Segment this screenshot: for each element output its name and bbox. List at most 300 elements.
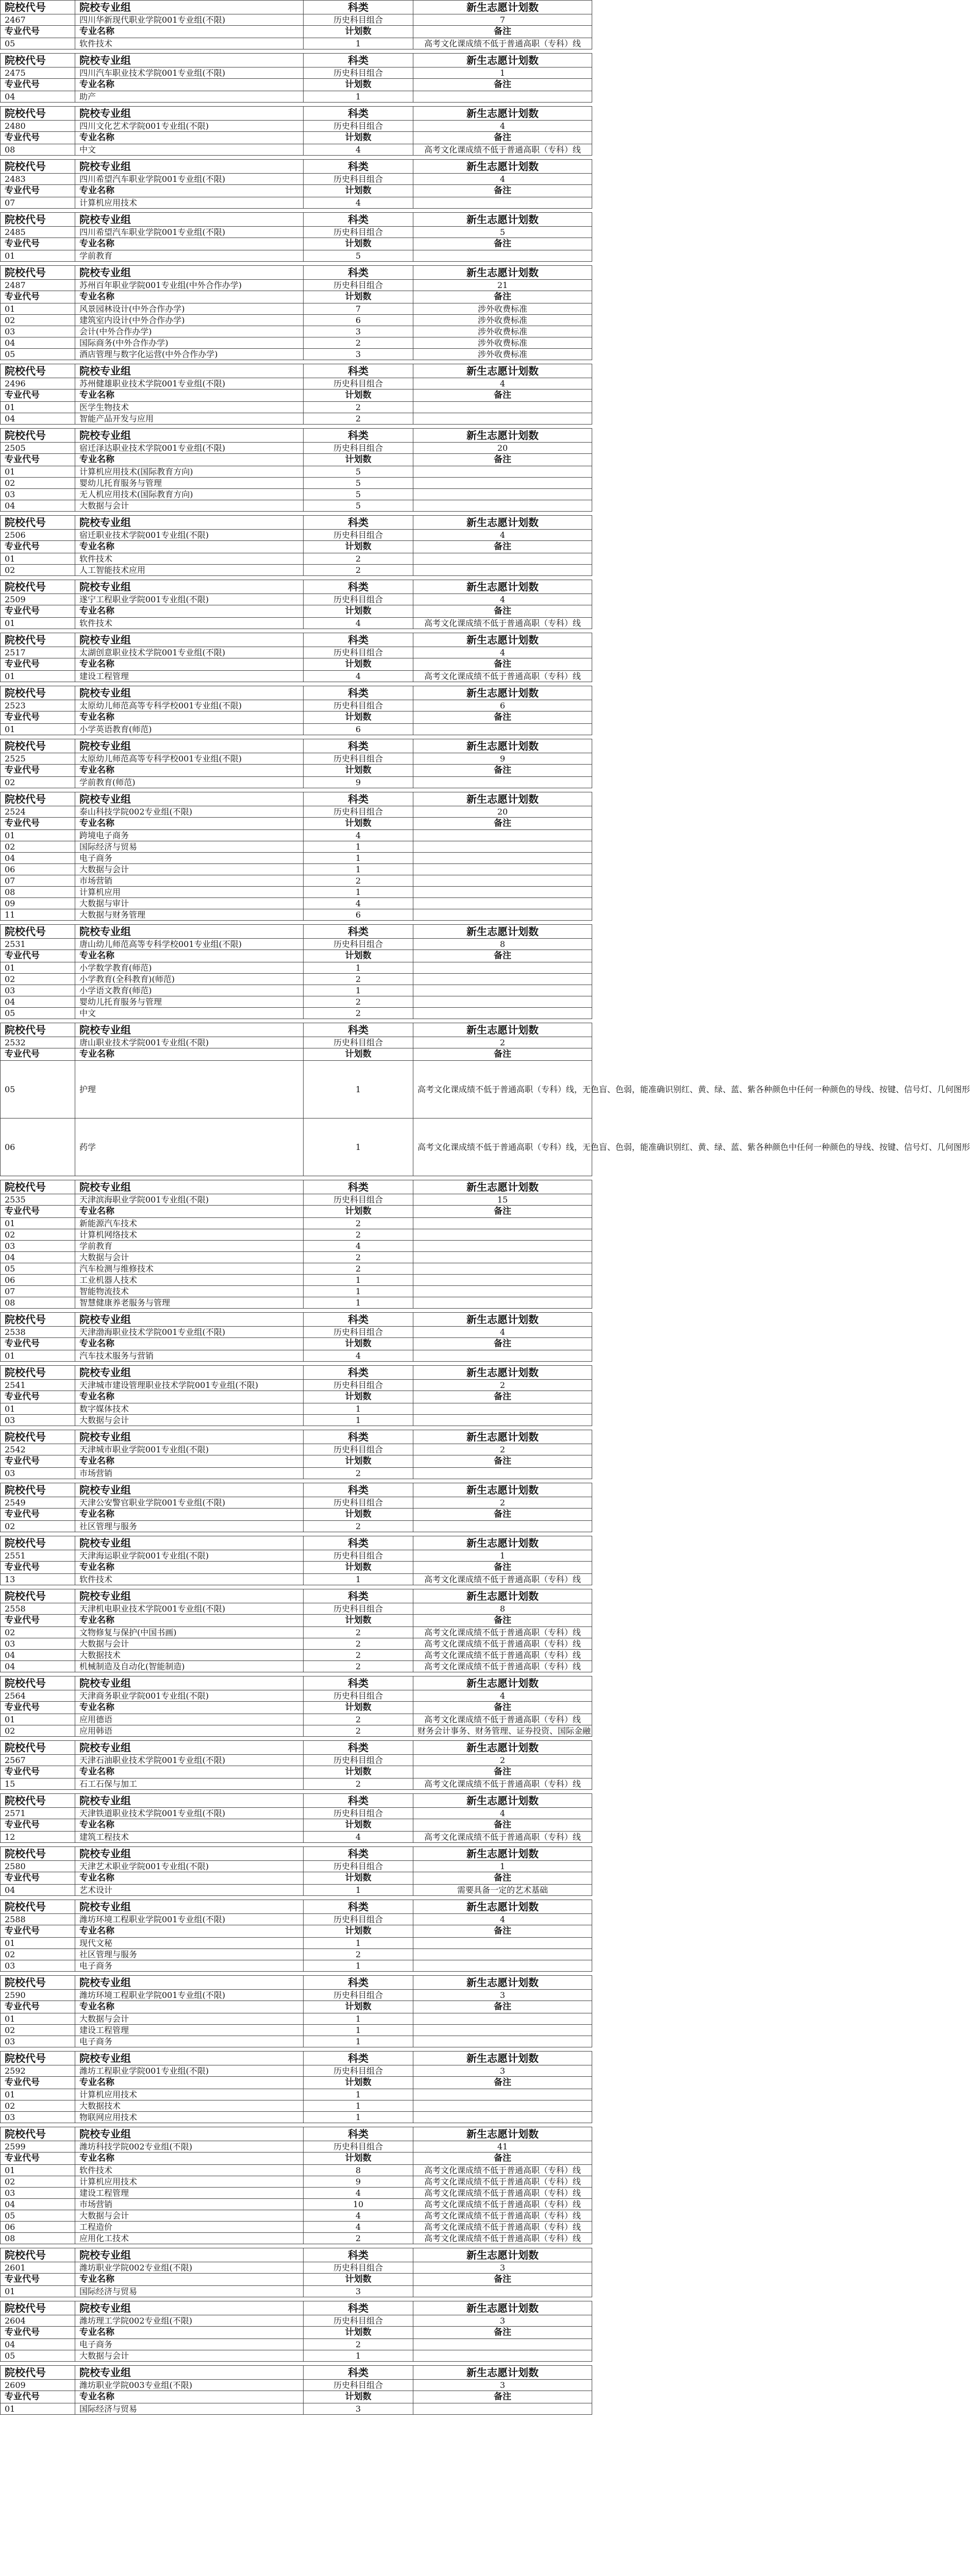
major-header-row (1, 2077, 592, 2089)
major-name: 中文 (75, 1008, 304, 1019)
school-code: 2564 (1, 1690, 75, 1702)
sub-column-header: 专业名称 (75, 1391, 304, 1403)
major-name: 大数据与会计 (75, 2350, 304, 2362)
major-code: 01 (1, 1938, 75, 1949)
block-header-row (1, 633, 592, 647)
major-plan: 5 (304, 250, 413, 262)
major-name: 无人机应用技术(国际教育方向) (75, 489, 304, 500)
sub-column-header: 专业代号 (1, 1391, 75, 1403)
sub-column-header: 专业代号 (1, 1872, 75, 1885)
sub-column-header: 备注 (413, 185, 592, 197)
sub-column-header: 备注 (413, 765, 592, 777)
major-note: 高考文化课成绩不低于普通高职（专科）线 (413, 2176, 592, 2188)
major-row (1, 2286, 592, 2297)
major-plan: 1 (304, 1286, 413, 1297)
sub-column-header: 专业名称 (75, 1615, 304, 1627)
major-group: 苏州健雄职业技术学院001专业组(不限) (75, 378, 304, 389)
column-header: 科类 (304, 925, 413, 939)
major-note: 高考文化课成绩不低于普通高职（专科）线 (413, 1832, 592, 1843)
column-header: 院校代号 (1, 580, 75, 594)
school-code: 2509 (1, 594, 75, 605)
block-header-row (1, 1900, 592, 1914)
column-header: 科类 (304, 2366, 413, 2380)
column-header: 院校代号 (1, 266, 75, 280)
major-name: 建设工程管理 (75, 671, 304, 682)
major-name: 电子商务 (75, 2339, 304, 2350)
major-plan: 3 (304, 349, 413, 360)
sub-column-header: 专业代号 (1, 2327, 75, 2339)
subject-category: 历史科目组合 (304, 1690, 413, 1702)
sub-column-header: 计划数 (304, 389, 413, 402)
sub-column-header: 专业名称 (75, 1702, 304, 1714)
major-note (413, 1286, 592, 1297)
major-note: 高考文化课成绩不低于普通高职（专科）线 (413, 38, 592, 49)
major-row (1, 974, 592, 985)
school-code: 2532 (1, 1037, 75, 1048)
major-name: 软件技术 (75, 38, 304, 49)
sub-column-header: 专业代号 (1, 1766, 75, 1778)
school-code: 2523 (1, 700, 75, 711)
block-header-row (1, 364, 592, 378)
column-header: 院校代号 (1, 107, 75, 121)
school-block (0, 1900, 592, 1972)
major-row (1, 671, 592, 682)
major-code: 02 (1, 315, 75, 326)
column-header: 科类 (304, 1741, 413, 1755)
major-row (1, 553, 592, 565)
major-row (1, 1885, 592, 1896)
major-note: 高考文化课成绩不低于普通高职（专科）线 (413, 1638, 592, 1650)
plan-total: 15 (413, 1194, 592, 1206)
sub-column-header: 专业代号 (1, 389, 75, 402)
school-block (0, 2365, 592, 2415)
major-plan: 4 (304, 197, 413, 209)
sub-column-header: 专业代号 (1, 454, 75, 466)
major-row (1, 1714, 592, 1725)
school-block (0, 159, 592, 209)
sub-column-header: 专业代号 (1, 2001, 75, 2013)
major-name: 汽车技术服务与营销 (75, 1350, 304, 1362)
sub-column-header: 专业代号 (1, 1819, 75, 1832)
major-code: 04 (1, 1650, 75, 1661)
column-header: 科类 (304, 1180, 413, 1194)
major-code: 04 (1, 853, 75, 864)
sub-column-header: 备注 (413, 2327, 592, 2339)
major-row (1, 1725, 592, 1737)
subject-category: 历史科目组合 (304, 443, 413, 454)
major-plan: 1 (304, 1885, 413, 1896)
column-header: 科类 (304, 1589, 413, 1603)
major-group: 潍坊工程职业学院001专业组(不限) (75, 2065, 304, 2077)
school-row (1, 753, 592, 765)
school-code: 2483 (1, 174, 75, 185)
major-plan: 1 (304, 1403, 413, 1415)
sub-column-header: 专业代号 (1, 818, 75, 830)
sub-column-header: 计划数 (304, 2153, 413, 2165)
major-group: 天津城市职业学院001专业组(不限) (75, 1444, 304, 1455)
column-header: 院校代号 (1, 1741, 75, 1755)
major-group: 天津石油职业技术学院001专业组(不限) (75, 1755, 304, 1766)
major-row (1, 478, 592, 489)
major-code: 08 (1, 2233, 75, 2244)
major-plan: 7 (304, 303, 413, 315)
major-row (1, 1118, 592, 1176)
block-header-row (1, 1847, 592, 1861)
school-row (1, 174, 592, 185)
major-code: 03 (1, 2188, 75, 2199)
column-header: 院校代号 (1, 2248, 75, 2262)
major-note: 需要具备一定的艺术基础 (413, 1885, 592, 1896)
major-code: 04 (1, 91, 75, 103)
major-code: 05 (1, 2210, 75, 2222)
major-note: 高考文化课成绩不低于普通高职（专科）线 (413, 2188, 592, 2199)
sub-column-header: 专业名称 (75, 26, 304, 38)
major-note: 高考文化课成绩不低于普通高职（专科）线 (413, 2199, 592, 2210)
major-plan: 2 (304, 402, 413, 413)
sub-column-header: 备注 (413, 79, 592, 91)
sub-column-header: 专业名称 (75, 950, 304, 962)
column-header: 院校专业组 (75, 1023, 304, 1037)
major-row (1, 1627, 592, 1638)
column-header: 新生志愿计划数 (413, 1976, 592, 1990)
sub-column-header: 专业代号 (1, 541, 75, 553)
block-header-row (1, 160, 592, 174)
column-header: 新生志愿计划数 (413, 2248, 592, 2262)
major-note (413, 2025, 592, 2036)
sub-column-header: 备注 (413, 2153, 592, 2165)
column-header: 新生志愿计划数 (413, 1676, 592, 1690)
major-group: 潍坊职业学院003专业组(不限) (75, 2380, 304, 2391)
major-name: 医学生物技术 (75, 402, 304, 413)
major-header-row (1, 1338, 592, 1350)
plan-total: 21 (413, 280, 592, 291)
major-group: 四川希望汽车职业学院001专业组(不限) (75, 227, 304, 238)
column-header: 院校专业组 (75, 1366, 304, 1380)
major-note (413, 898, 592, 909)
major-code: 02 (1, 1627, 75, 1638)
plan-total: 3 (413, 1990, 592, 2001)
column-header: 院校代号 (1, 364, 75, 378)
school-code: 2588 (1, 1914, 75, 1925)
major-name: 工业机器人技术 (75, 1275, 304, 1286)
major-name: 智慧健康养老服务与管理 (75, 1297, 304, 1309)
subject-category: 历史科目组合 (304, 1194, 413, 1206)
column-header: 科类 (304, 2301, 413, 2315)
sub-column-header: 计划数 (304, 454, 413, 466)
major-row (1, 777, 592, 788)
column-header: 新生志愿计划数 (413, 160, 592, 174)
column-header: 科类 (304, 686, 413, 700)
major-row (1, 303, 592, 315)
school-row (1, 67, 592, 79)
major-name: 社区管理与服务 (75, 1521, 304, 1532)
sub-column-header: 备注 (413, 1562, 592, 1574)
major-row (1, 38, 592, 49)
major-name: 数字媒体技术 (75, 1403, 304, 1415)
school-block (0, 633, 592, 682)
major-name: 石工石保与加工 (75, 1778, 304, 1790)
major-code: 05 (1, 38, 75, 49)
column-header: 新生志愿计划数 (413, 429, 592, 443)
sub-column-header: 专业名称 (75, 1562, 304, 1574)
major-header-row (1, 454, 592, 466)
major-name: 现代文秘 (75, 1938, 304, 1949)
school-code: 2609 (1, 2380, 75, 2391)
major-plan: 4 (304, 2222, 413, 2233)
school-block (0, 1312, 592, 1362)
major-code: 03 (1, 1415, 75, 1426)
major-code: 02 (1, 478, 75, 489)
column-header: 院校代号 (1, 1676, 75, 1690)
major-group: 太原幼儿师范高等专科学校001专业组(不限) (75, 700, 304, 711)
major-name: 中文 (75, 144, 304, 156)
major-code: 06 (1, 1118, 75, 1176)
major-row (1, 1521, 592, 1532)
sub-column-header: 计划数 (304, 79, 413, 91)
school-block (0, 106, 592, 156)
major-group: 天津铁道职业技术学院001专业组(不限) (75, 1808, 304, 1819)
sub-column-header: 备注 (413, 238, 592, 250)
major-code: 13 (1, 1574, 75, 1585)
block-header-row (1, 1430, 592, 1444)
school-code: 2525 (1, 753, 75, 765)
plan-total: 4 (413, 1808, 592, 1819)
major-name: 跨境电子商务 (75, 830, 304, 841)
major-row (1, 315, 592, 326)
block-header-row (1, 1023, 592, 1037)
sub-column-header: 计划数 (304, 185, 413, 197)
column-header: 院校专业组 (75, 429, 304, 443)
major-note (413, 1297, 592, 1309)
sub-column-header: 专业名称 (75, 2274, 304, 2286)
major-plan: 1 (304, 2036, 413, 2047)
major-name: 物联网应用技术 (75, 2112, 304, 2123)
major-plan: 2 (304, 974, 413, 985)
subject-category: 历史科目组合 (304, 1755, 413, 1766)
major-plan: 5 (304, 466, 413, 478)
plan-total: 41 (413, 2141, 592, 2153)
block-header-row (1, 2127, 592, 2141)
column-header: 新生志愿计划数 (413, 1023, 592, 1037)
block-header-row (1, 516, 592, 530)
school-block (0, 1589, 592, 1672)
major-plan: 6 (304, 315, 413, 326)
sub-column-header: 备注 (413, 1455, 592, 1468)
major-plan: 1 (304, 2089, 413, 2100)
school-code: 2480 (1, 121, 75, 132)
major-row (1, 2089, 592, 2100)
major-note: 高考文化课成绩不低于普通高职（专科）线 (413, 1650, 592, 1661)
block-header-row (1, 792, 592, 806)
sub-column-header: 计划数 (304, 658, 413, 671)
major-row (1, 1061, 592, 1118)
school-row (1, 2141, 592, 2153)
major-row (1, 1938, 592, 1949)
major-code: 03 (1, 1468, 75, 1479)
major-row (1, 144, 592, 156)
column-header: 院校专业组 (75, 364, 304, 378)
sub-column-header: 专业代号 (1, 2153, 75, 2165)
block-header-row (1, 1180, 592, 1194)
major-plan: 1 (304, 841, 413, 853)
major-name: 建筑室内设计(中外合作办学) (75, 315, 304, 326)
major-note (413, 2013, 592, 2025)
plan-total: 20 (413, 443, 592, 454)
major-group: 天津渤海职业技术学院001专业组(不限) (75, 1327, 304, 1338)
school-code: 2542 (1, 1444, 75, 1455)
plan-total: 4 (413, 530, 592, 541)
block-header-row (1, 1483, 592, 1497)
subject-category: 历史科目组合 (304, 939, 413, 950)
column-header: 科类 (304, 364, 413, 378)
column-header: 科类 (304, 1313, 413, 1327)
major-row (1, 1949, 592, 1960)
major-code: 05 (1, 1263, 75, 1275)
major-note (413, 1960, 592, 1972)
sub-column-header: 备注 (413, 1925, 592, 1938)
major-note (413, 1350, 592, 1362)
column-header: 院校代号 (1, 429, 75, 443)
major-plan: 2 (304, 1521, 413, 1532)
major-plan: 3 (304, 2403, 413, 2415)
major-header-row (1, 1615, 592, 1627)
school-code: 2558 (1, 1603, 75, 1615)
school-row (1, 1861, 592, 1872)
subject-category: 历史科目组合 (304, 1550, 413, 1562)
major-plan: 2 (304, 1627, 413, 1638)
major-name: 电子商务 (75, 1960, 304, 1972)
major-code: 04 (1, 2199, 75, 2210)
major-note (413, 724, 592, 735)
column-header: 新生志愿计划数 (413, 1847, 592, 1861)
block-header-row (1, 213, 592, 227)
subject-category: 历史科目组合 (304, 378, 413, 389)
major-code: 01 (1, 2013, 75, 2025)
major-name: 软件技术 (75, 1574, 304, 1585)
major-name: 软件技术 (75, 553, 304, 565)
column-header: 院校专业组 (75, 516, 304, 530)
major-header-row (1, 950, 592, 962)
major-code: 02 (1, 1949, 75, 1960)
major-row (1, 2339, 592, 2350)
column-header: 院校专业组 (75, 1741, 304, 1755)
school-block (0, 428, 592, 512)
major-name: 应用韩语 (75, 1725, 304, 1737)
major-name: 建设工程管理 (75, 2025, 304, 2036)
major-code: 07 (1, 197, 75, 209)
major-name: 电子商务 (75, 2036, 304, 2047)
major-name: 小学语文教育(师范) (75, 985, 304, 996)
school-block (0, 2051, 592, 2123)
sub-column-header: 计划数 (304, 2001, 413, 2013)
sub-column-header: 计划数 (304, 1766, 413, 1778)
major-row (1, 1252, 592, 1263)
plan-total: 4 (413, 1690, 592, 1702)
school-row (1, 1194, 592, 1206)
sub-column-header: 备注 (413, 1206, 592, 1218)
sub-column-header: 备注 (413, 950, 592, 962)
column-header: 院校代号 (1, 160, 75, 174)
sub-column-header: 专业名称 (75, 1766, 304, 1778)
major-name: 智能物流技术 (75, 1286, 304, 1297)
column-header: 科类 (304, 213, 413, 227)
major-code: 01 (1, 2089, 75, 2100)
column-header: 新生志愿计划数 (413, 633, 592, 647)
sub-column-header: 专业名称 (75, 1872, 304, 1885)
major-group: 天津公安警官职业学院001专业组(不限) (75, 1497, 304, 1509)
sub-column-header: 专业名称 (75, 2391, 304, 2403)
major-code: 02 (1, 2025, 75, 2036)
column-header: 院校专业组 (75, 2366, 304, 2380)
school-row (1, 1914, 592, 1925)
major-row (1, 337, 592, 349)
sub-column-header: 备注 (413, 1819, 592, 1832)
school-code: 2604 (1, 2315, 75, 2327)
school-row (1, 530, 592, 541)
sub-column-header: 计划数 (304, 1702, 413, 1714)
major-plan: 4 (304, 1832, 413, 1843)
major-group: 天津商务职业学院001专业组(不限) (75, 1690, 304, 1702)
major-note (413, 2403, 592, 2415)
major-header-row (1, 605, 592, 618)
major-name: 大数据与会计 (75, 1252, 304, 1263)
major-name: 应用德语 (75, 1714, 304, 1725)
major-header-row (1, 2391, 592, 2403)
major-note: 高考文化课成绩不低于普通高职（专科）线 (413, 2233, 592, 2244)
major-name: 计算机应用技术 (75, 2089, 304, 2100)
major-header-row (1, 2327, 592, 2339)
sub-column-header: 备注 (413, 1615, 592, 1627)
school-code: 2541 (1, 1380, 75, 1391)
major-note (413, 1263, 592, 1275)
major-note: 高考文化课成绩不低于普通高职（专科）线 (413, 2210, 592, 2222)
column-header: 新生志愿计划数 (413, 364, 592, 378)
plan-total: 2 (413, 1444, 592, 1455)
column-header: 科类 (304, 580, 413, 594)
sub-column-header: 专业名称 (75, 2077, 304, 2089)
major-header-row (1, 2001, 592, 2013)
major-row (1, 2188, 592, 2199)
major-name: 智能产品开发与应用 (75, 413, 304, 425)
major-row (1, 1263, 592, 1275)
column-header: 院校专业组 (75, 2127, 304, 2141)
major-header-row (1, 1048, 592, 1061)
column-header: 新生志愿计划数 (413, 739, 592, 753)
school-code: 2505 (1, 443, 75, 454)
column-header: 科类 (304, 1023, 413, 1037)
major-code: 02 (1, 1725, 75, 1737)
major-name: 学前教育 (75, 1241, 304, 1252)
sub-column-header: 备注 (413, 818, 592, 830)
column-header: 新生志愿计划数 (413, 686, 592, 700)
major-note (413, 553, 592, 565)
major-name: 酒店管理与数字化运营(中外合作办学) (75, 349, 304, 360)
major-plan: 2 (304, 1252, 413, 1263)
major-row (1, 500, 592, 512)
subject-category: 历史科目组合 (304, 2141, 413, 2153)
column-header: 新生志愿计划数 (413, 1, 592, 14)
school-row (1, 1497, 592, 1509)
school-code: 2475 (1, 67, 75, 79)
plan-total: 2 (413, 1380, 592, 1391)
major-row (1, 1832, 592, 1843)
major-plan: 2 (304, 1263, 413, 1275)
major-header-row (1, 818, 592, 830)
block-header-row (1, 2248, 592, 2262)
school-row (1, 647, 592, 658)
major-row (1, 1403, 592, 1415)
major-group: 太原幼儿师范高等专科学校001专业组(不限) (75, 753, 304, 765)
